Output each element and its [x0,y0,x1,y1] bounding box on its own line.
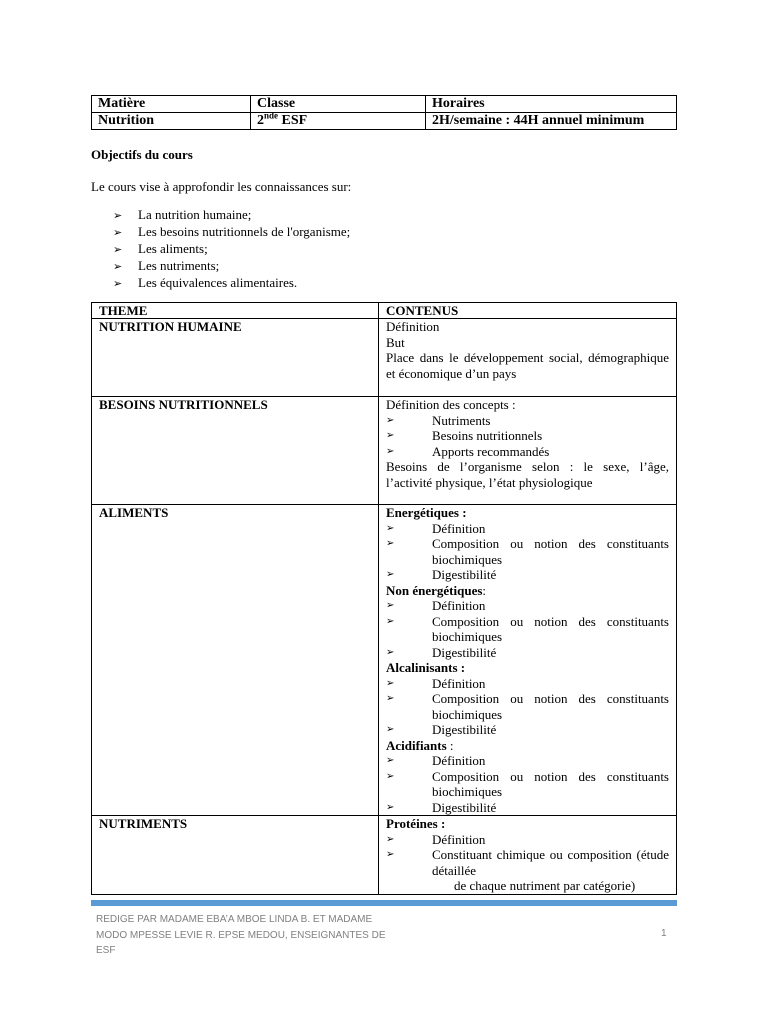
list-item [386,567,669,583]
list-item [386,676,669,692]
arrow-bullet-icon: ➢ [386,801,395,813]
list-item [386,722,669,738]
objective-text: Les nutriments; [138,258,220,273]
list-item [386,691,669,722]
objectives-title: Objectifs du cours [91,147,193,162]
list-item [386,598,669,614]
program-table [91,302,677,895]
list-item [113,223,350,240]
arrow-bullet-icon: ➢ [386,522,395,534]
arrow-bullet-icon: ➢ [386,677,395,689]
group-title: Acidifiants [386,737,447,753]
page-number: 1 [661,928,667,939]
arrow-bullet-icon: ➢ [386,600,395,611]
arrow-bullet-icon: ➢ [386,849,395,860]
arrow-bullet-icon: ➢ [113,209,123,222]
list-item [113,240,350,257]
item-text: Composition ou notion des constituants biochimiques [432,768,669,799]
arrow-bullet-icon: ➢ [386,430,395,441]
item-text: Composition ou notion des constituants biochimiques [432,536,669,567]
classe-base: 2 [257,113,264,128]
list-item [386,413,669,429]
content-line: de chaque nutriment par catégorie) [454,878,636,893]
item-text: Composition ou notion des constituants biochimiques [432,691,669,722]
group-title-line [386,583,669,599]
footer-divider [91,900,677,906]
content-line: Besoins de l’organisme selon : le sexe, l’âge, l’activité physique, l’état physiologique [386,459,669,490]
list-item [386,832,669,848]
classe-suffix: ESF [278,113,308,128]
item-text: Constituant chimique ou composition (étude détaillée [432,847,669,878]
list-item [113,206,350,223]
list-item [113,274,350,291]
arrow-bullet-icon: ➢ [386,538,395,549]
arrow-bullet-icon: ➢ [386,724,395,735]
item-text: Définition [432,831,486,847]
group-title: Energétiques : [386,505,467,520]
footer-author-text: REDIGE PAR MADAME EBA’A MBOE LINDA B. ET MADAME MODO MPESSE LEVIE R. EPSE MEDOU, ENSEIGNANTES DE ESF [96,914,386,956]
theme-aliments: ALIMENTS [92,505,379,816]
item-text: Composition ou notion des constituants biochimiques [432,613,669,644]
item-text: Définition [432,598,486,613]
contents-cell [379,505,677,816]
contents-cell [379,397,677,505]
item-text: Digestibilité [432,722,497,737]
item-text: Apports recommandés [432,443,550,459]
objectives-intro: Le cours vise à approfondir les connaissances sur: [91,179,352,194]
list-item [386,769,669,800]
contents-column-header: CONTENUS [379,303,677,319]
arrow-bullet-icon: ➢ [113,243,123,256]
content-line: Définition [386,319,440,334]
item-text: Définition [432,675,486,691]
content-line: Place dans le développement social, démographique et économique d’un pays [386,350,669,381]
theme-besoins: BESOINS NUTRITIONNELS [92,397,379,505]
arrow-bullet-icon: ➢ [386,755,395,766]
classe-sup: nde [264,110,279,121]
item-text: Digestibilité [432,567,497,582]
group-title: Protéines : [386,816,446,831]
item-text: Digestibilité [432,644,497,660]
horaires-label: Horaires [426,96,677,113]
program-header-row [92,303,677,319]
contents-cell [379,319,677,397]
arrow-bullet-icon: ➢ [386,445,395,457]
course-info-table [91,95,677,130]
objective-text: La nutrition humaine; [138,207,252,222]
content-line: Définition des concepts : [386,397,516,412]
list-item [386,536,669,567]
arrow-bullet-icon: ➢ [386,646,395,658]
list-item [386,444,669,460]
group-title-line [386,738,669,754]
list-item [386,800,669,816]
contents-cell [379,816,677,895]
matiere-label: Matière [92,96,251,113]
objectives-list [113,206,350,291]
course-info-header-row [92,96,677,113]
list-item [386,753,669,769]
arrow-bullet-icon: ➢ [113,226,123,239]
item-text: Besoins nutritionnels [432,428,543,443]
arrow-bullet-icon: ➢ [386,569,395,580]
list-item [113,257,350,274]
objective-text: Les besoins nutritionnels de l'organisme; [138,224,351,239]
theme-column-header: THEME [92,303,379,319]
table-row [92,816,677,895]
arrow-bullet-icon: ➢ [386,770,395,782]
list-item [386,847,669,878]
horaires-value: 2H/semaine : 44H annuel minimum [426,113,677,130]
item-text: Nutriments [432,412,491,428]
arrow-bullet-icon: ➢ [113,277,123,290]
arrow-bullet-icon: ➢ [113,260,123,273]
objective-text: Les équivalences alimentaires. [138,275,298,290]
classe-label: Classe [251,96,426,113]
table-row [92,505,677,816]
list-item [386,614,669,645]
arrow-bullet-icon: ➢ [386,693,395,704]
list-item [386,428,669,444]
table-row [92,319,677,397]
group-title-suffix: : [446,737,454,753]
arrow-bullet-icon: ➢ [386,833,395,845]
group-title: Non énergétiques [386,582,483,598]
arrow-bullet-icon: ➢ [386,414,395,426]
theme-nutriments: NUTRIMENTS [92,816,379,895]
course-info-value-row [92,113,677,130]
objective-text: Les aliments; [138,241,208,256]
content-line: But [386,334,405,350]
arrow-bullet-icon: ➢ [386,615,395,627]
item-text: Digestibilité [432,799,497,815]
item-text: Définition [432,753,486,768]
classe-value [251,110,426,130]
list-item [386,521,669,537]
item-text: Définition [432,520,486,536]
list-item [386,645,669,661]
theme-nutrition-humaine: NUTRITION HUMAINE [92,319,379,397]
group-title: Alcalinisants : [386,660,466,675]
group-title-suffix: : [482,582,487,598]
matiere-value: Nutrition [92,113,251,130]
table-row [92,397,677,505]
